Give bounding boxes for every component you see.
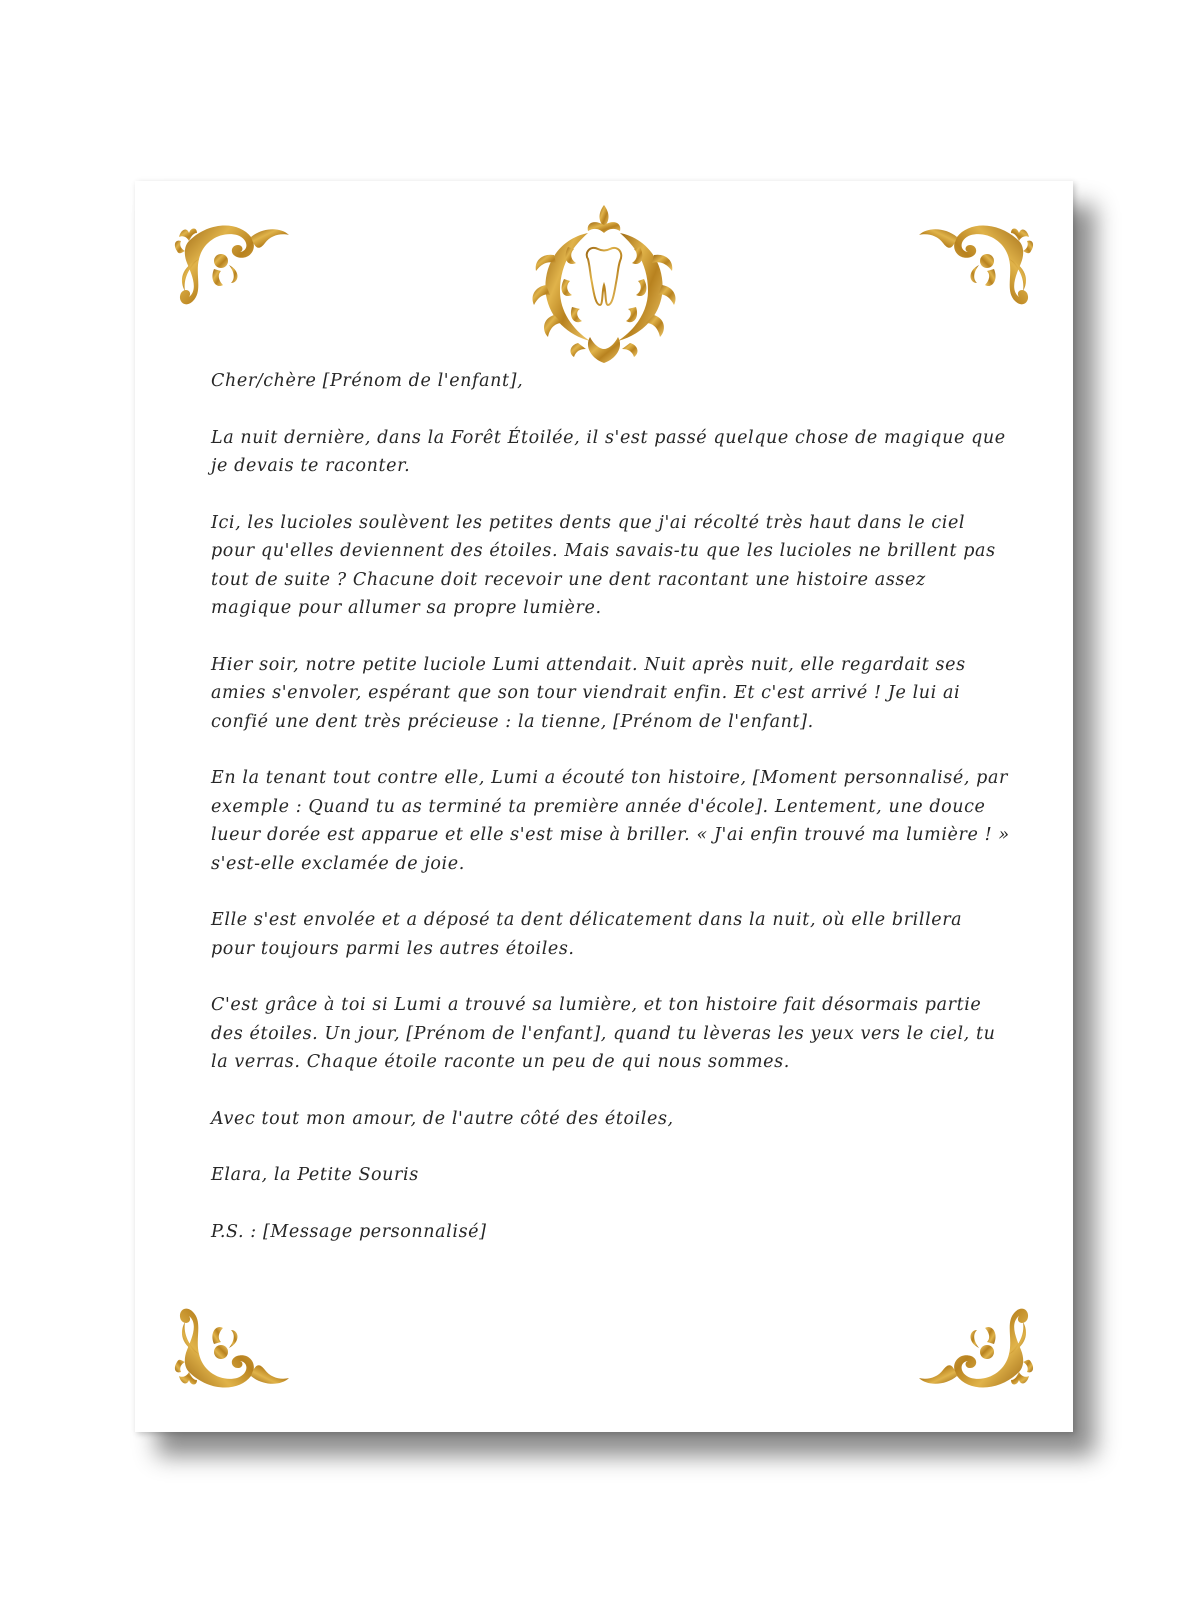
letter-closing: Avec tout mon amour, de l'autre côté des étoiles, — [211, 1108, 674, 1129]
letter-paper — [135, 181, 1073, 1432]
letter-paragraph: Hier soir, notre petite luciole Lumi attendait. Nuit après nuit, elle regardait ses amies s'envoler, espérant que son tour viendrait enfin. Et c'est arrivé ! Je lui ai confié une dent très précieuse : la tienne, [Prénom de l'enfant]. — [211, 654, 966, 732]
letter-salutation: Cher/chère [Prénom de l'enfant], — [211, 371, 524, 391]
letter-postscript: P.S. : [Message personnalisé] — [211, 1221, 487, 1242]
letter-body — [211, 367, 1011, 1274]
tooth-crest-icon — [528, 203, 680, 365]
letter-paragraph: La nuit dernière, dans la Forêt Étoilée, il s'est passé quelque chose de magique que je devais te raconter. — [211, 427, 1006, 476]
letter-paragraph: Elle s'est envolée et a déposé ta dent délicatement dans la nuit, où elle brillera pour toujours parmi les autres étoiles. — [211, 910, 963, 959]
letter-paragraph: En la tenant tout contre elle, Lumi a écouté ton histoire, [Moment personnalisé, par exemple : Quand tu as terminé ta première année d'école]. Lentement, une douce lueur dorée est apparue et elle s'est mise à briller. « J'ai enfin trouvé ma lumière ! » s'est-elle exclamée de joie. — [211, 768, 1010, 874]
letter-signature: Elara, la Petite Souris — [211, 1165, 419, 1185]
letter-paragraph: Ici, les lucioles soulèvent les petites dents que j'ai récolté très haut dans le ciel pour qu'elles deviennent des étoiles. Mais savais-tu que les lucioles ne brillent pas tout de suite ? Chacune doit recevoir une dent racontant une histoire assez magique pour allumer sa propre lumière. — [211, 512, 996, 618]
letter-paragraph: C'est grâce à toi si Lumi a trouvé sa lumière, et ton histoire fait désormais partie des étoiles. Un jour, [Prénom de l'enfant], quand tu lèveras les yeux vers le ciel, tu la verras. Chaque étoile raconte un peu de qui nous sommes. — [211, 995, 996, 1072]
